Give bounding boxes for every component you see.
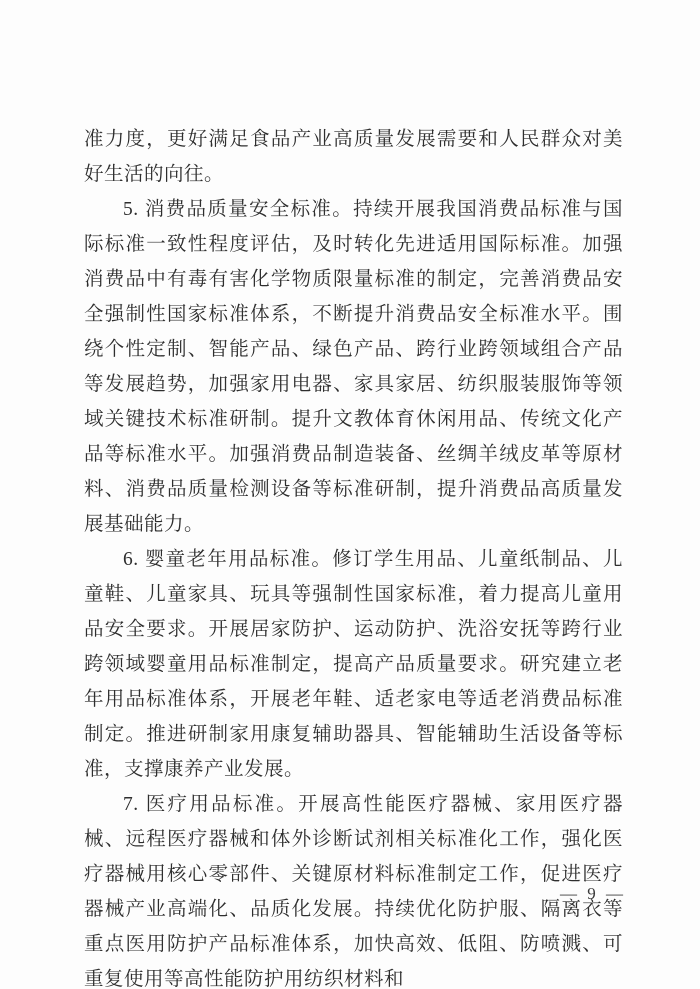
paragraph-item-7-medical-supplies-standards: 7. 医疗用品标准。开展高性能医疗器械、家用医疗器械、远程医疗器械和体外诊断试剂相关标准化工作，强化医疗器械用核心零部件、关键原材料标准制定工作，促进医疗器械产业高端化、品质化发展。持续优化防护服、隔离衣等重点医用防护产品标准体系，加快高效、低阻、防喷溅、可重复使用等高性能防护用纺织材料和 bbox=[84, 794, 623, 989]
paragraph-continuation: 准力度，更好满足食品产业高质量发展需要和人民群众对美好生活的向往。 bbox=[84, 129, 623, 185]
document-body bbox=[84, 122, 623, 989]
page-number: — 9 — bbox=[560, 884, 626, 903]
paragraph-item-6-infant-elderly-products-standards: 6. 婴童老年用品标准。修订学生用品、儿童纸制品、儿童鞋、儿童家具、玩具等强制性国家标准，着力提高儿童用品安全要求。开展居家防护、运动防护、洗浴安抚等跨行业跨领域婴童用品标准制定，提高产品质量要求。研究建立老年用品标准体系，开展老年鞋、适老家电等适老消费品标准制定。推进研制家用康复辅助器具、智能辅助生活设备等标准，支撑康养产业发展。 bbox=[84, 549, 623, 780]
paragraph-item-5-consumer-goods-standards: 5. 消费品质量安全标准。持续开展我国消费品标准与国际标准一致性程度评估，及时转化先进适用国际标准。加强消费品中有毒有害化学物质限量标准的制定，完善消费品安全强制性国家标准体系，不断提升消费品安全标准水平。围绕个性定制、智能产品、绿色产品、跨行业跨领域组合产品等发展趋势，加强家用电器、家具家居、纺织服装服饰等领域关键技术标准研制。提升文教体育休闲用品、传统文化产品等标准水平。加强消费品制造装备、丝绸羊绒皮革等原材料、消费品质量检测设备等标准研制，提升消费品高质量发展基础能力。 bbox=[84, 199, 623, 535]
